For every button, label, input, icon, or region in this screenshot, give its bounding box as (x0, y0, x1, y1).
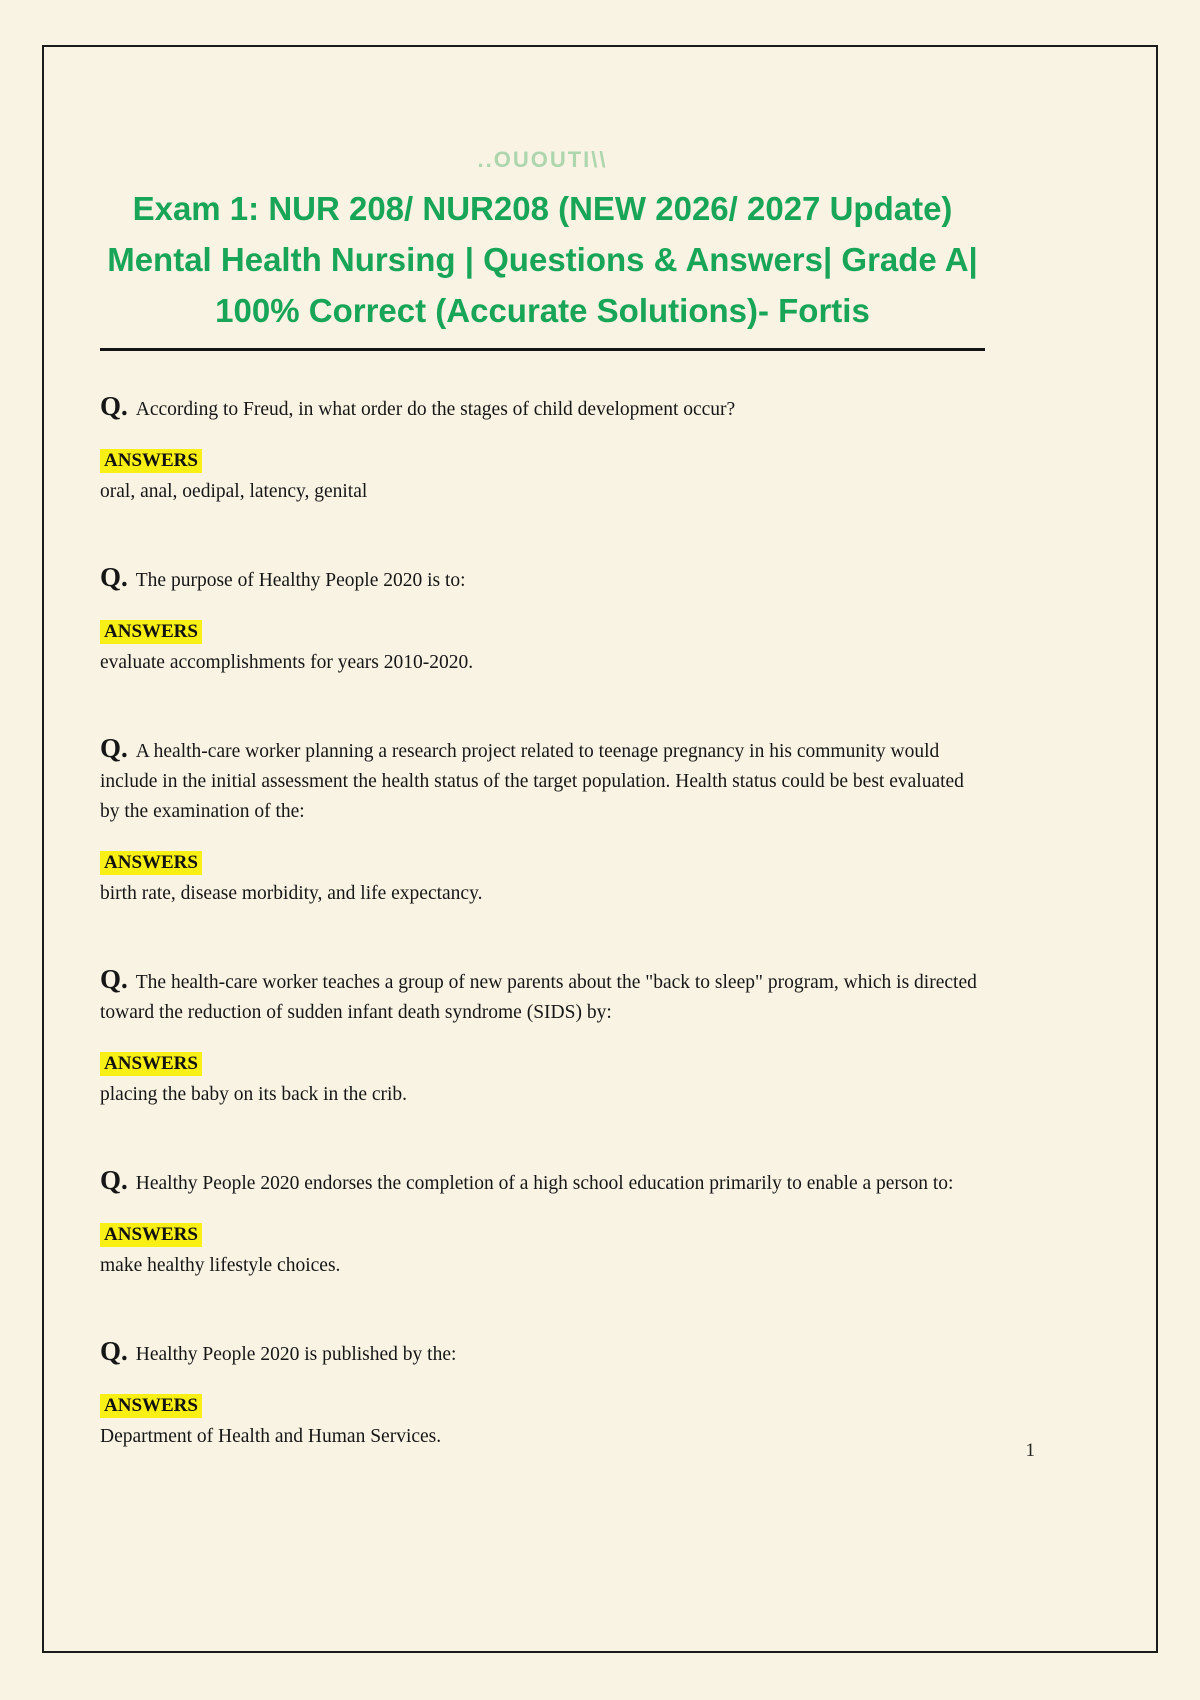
answers-label: ANSWERS (100, 449, 202, 473)
answers-label: ANSWERS (100, 1052, 202, 1076)
qa-block (100, 562, 985, 677)
watermark-text: ..OUOUTI\\ (477, 147, 608, 172)
question-text: Healthy People 2020 is published by the: (135, 1344, 457, 1365)
answers-row (100, 1223, 985, 1247)
answer-text: placing the baby on its back in the crib. (100, 1084, 408, 1105)
answers-row (100, 1052, 985, 1076)
answer-text: evaluate accomplishments for years 2010-2020. (100, 652, 474, 673)
answers-row (100, 851, 985, 875)
answers-row (100, 449, 985, 473)
question-text: The purpose of Healthy People 2020 is to: (135, 570, 466, 591)
qa-block (100, 1165, 985, 1280)
qa-block (100, 391, 985, 506)
title-line-3: 100% Correct (Accurate Solutions)- Fortis (215, 292, 870, 329)
answer-text: oral, anal, oedipal, latency, genital (100, 481, 368, 502)
question-marker: Q. (100, 1165, 128, 1195)
question-text: According to Freud, in what order do the stages of child development occur? (135, 399, 736, 420)
answers-label: ANSWERS (100, 1223, 202, 1247)
question (100, 733, 985, 827)
answers-label: ANSWERS (100, 1394, 202, 1418)
question (100, 964, 985, 1028)
title-line-1: Exam 1: NUR 208/ NUR208 (NEW 2026/ 2027 Update) (132, 190, 953, 227)
title-divider (100, 348, 985, 351)
question (100, 562, 985, 596)
question-marker: Q. (100, 391, 128, 421)
question-text: A health-care worker planning a research project related to teenage pregnancy in his community would include in the initial assessment the health status of the target population. Health status could be best evaluated by the examination of the: (100, 741, 964, 822)
document-title (100, 183, 985, 336)
answers-row (100, 1394, 985, 1418)
answers-row (100, 620, 985, 644)
question (100, 391, 985, 425)
question (100, 1165, 985, 1199)
page-number: 1 (1025, 1440, 1035, 1461)
answers-label: ANSWERS (100, 620, 202, 644)
question (100, 1336, 985, 1370)
qa-block (100, 1336, 985, 1451)
answer-text: make healthy lifestyle choices. (100, 1255, 341, 1276)
answer-text: birth rate, disease morbidity, and life expectancy. (100, 883, 483, 904)
title-line-2: Mental Health Nursing | Questions & Answers| Grade A| (107, 241, 978, 278)
question-marker: Q. (100, 562, 128, 592)
qa-block (100, 733, 985, 908)
question-marker: Q. (100, 964, 128, 994)
answer-text: Department of Health and Human Services. (100, 1426, 442, 1447)
question-text: Healthy People 2020 endorses the completion of a high school education primarily to enable a person to: (135, 1173, 954, 1194)
question-text: The health-care worker teaches a group of new parents about the "back to sleep" program, which is directed toward the reduction of sudden infant death syndrome (SIDS) by: (100, 972, 977, 1023)
question-marker: Q. (100, 1336, 128, 1366)
qa-block (100, 964, 985, 1109)
page-content (100, 105, 985, 1507)
question-marker: Q. (100, 733, 128, 763)
answers-label: ANSWERS (100, 851, 202, 875)
